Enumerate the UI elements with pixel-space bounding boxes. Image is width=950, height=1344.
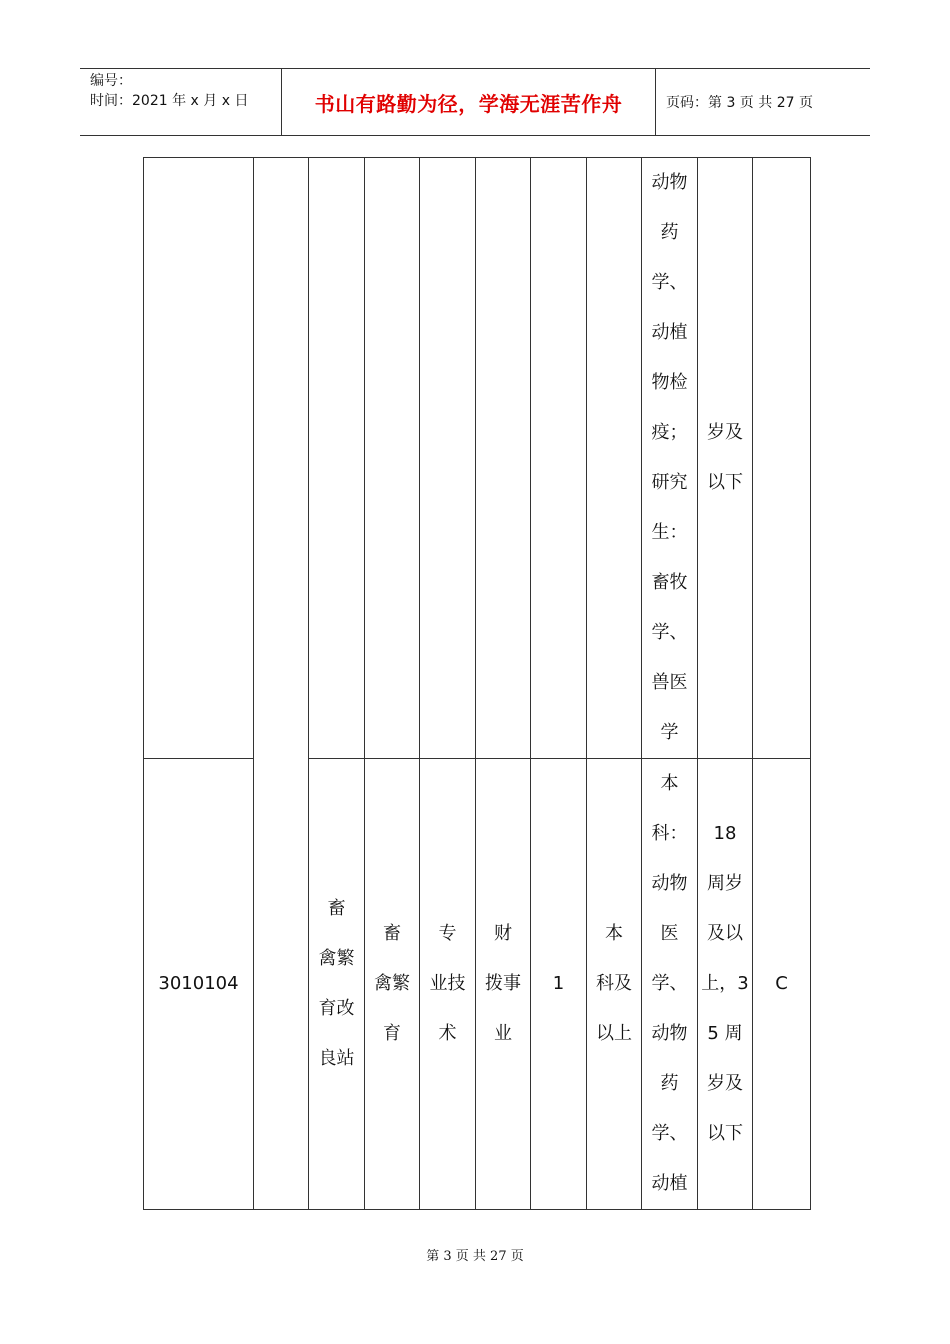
cell-text (365, 909, 419, 1059)
cell-line: 学 (660, 722, 679, 743)
number-label: 编号： (90, 73, 132, 89)
count-cell (531, 158, 587, 759)
education-cell (587, 759, 642, 1210)
cell-line: 药 (660, 1073, 679, 1094)
cell-text (309, 884, 364, 1084)
cell-line: 良站 (318, 1048, 355, 1069)
cell-line: 疫； (651, 422, 688, 443)
recruitment-table (143, 157, 811, 1210)
page-footer: 第 3 页 共 27 页 (426, 1249, 524, 1264)
unit-cell (309, 759, 365, 1210)
cell-line: 兽医 (651, 672, 688, 693)
cell-line: 术 (438, 1023, 457, 1044)
cell-line: 以下 (707, 1123, 743, 1144)
cell-text (420, 909, 475, 1059)
category-cell (420, 158, 476, 759)
remark-cell (753, 158, 811, 759)
funding-cell (476, 158, 531, 759)
cell-text (698, 809, 752, 1159)
cell-line: 以下 (707, 472, 743, 493)
cell-line: 以上 (596, 1023, 632, 1044)
cell-line: 药 (660, 222, 679, 243)
age-cell (698, 158, 753, 759)
cell-line: 科及 (596, 973, 632, 994)
cell-line: 学、 (651, 973, 688, 994)
major-cell (642, 158, 698, 759)
cell-text (642, 759, 697, 1209)
cell-line: 及以 (707, 923, 743, 944)
category-cell (420, 759, 476, 1210)
funding-cell (476, 759, 531, 1210)
cell-line: 本 (605, 923, 623, 944)
cell-line: 畜牧 (651, 572, 688, 593)
cell-line: 专 (438, 923, 457, 944)
table-row (144, 759, 811, 1210)
cell-line: 动植 (651, 322, 688, 343)
position-cell (365, 759, 420, 1210)
table-row (144, 158, 811, 759)
cell-line: 学、 (651, 622, 688, 643)
cell-line: 上，3 (701, 973, 749, 994)
cell-line: 本 (660, 773, 679, 794)
cell-line: 岁及 (707, 1073, 743, 1094)
motto: 书山有路勤为径，学海无涯苦作舟 (282, 69, 656, 135)
cell-line: 动植 (651, 1173, 688, 1194)
department-cell (254, 158, 309, 1210)
cell-line: 财 (494, 923, 512, 944)
cell-line: 拨事 (485, 973, 521, 994)
cell-line: 5 周 (707, 1023, 743, 1044)
header-info (80, 69, 282, 135)
position-cell (365, 158, 420, 759)
page-label: 页码：第 3 页 共 27 页 (666, 95, 813, 111)
age-cell (698, 759, 753, 1210)
remark-cell: C (753, 759, 811, 1210)
cell-text (587, 909, 641, 1059)
cell-line: 医 (660, 923, 679, 944)
cell-line: 18 (713, 823, 737, 844)
cell-line: 畜 (327, 898, 346, 919)
cell-text (698, 408, 752, 508)
time-label: 时间：2021 年 x 月 x 日 (90, 93, 249, 109)
cell-line: 动物 (651, 172, 688, 193)
cell-line: 育 (383, 1023, 401, 1044)
cell-line: 生： (651, 522, 688, 543)
code-cell (144, 158, 254, 759)
unit-cell (309, 158, 365, 759)
cell-line: 研究 (651, 472, 688, 493)
cell-text (476, 909, 530, 1059)
cell-line: 动物 (651, 873, 688, 894)
cell-line: 畜 (383, 923, 401, 944)
cell-text (642, 158, 697, 758)
cell-line: 业技 (429, 973, 466, 994)
cell-line: 岁及 (707, 422, 743, 443)
code-cell: 3010104 (144, 759, 254, 1210)
cell-line: 禽繁 (318, 948, 355, 969)
cell-line: 禽繁 (374, 973, 410, 994)
cell-line: 业 (494, 1023, 512, 1044)
cell-line: 动物 (651, 1023, 688, 1044)
page-header (80, 68, 870, 136)
major-cell (642, 759, 698, 1210)
cell-line: 物检 (651, 372, 688, 393)
education-cell (587, 158, 642, 759)
cell-line: 学、 (651, 272, 688, 293)
cell-line: 科： (651, 823, 688, 844)
cell-line: 周岁 (707, 873, 743, 894)
cell-line: 育改 (318, 998, 355, 1019)
cell-line: 学、 (651, 1123, 688, 1144)
count-cell: 1 (531, 759, 587, 1210)
